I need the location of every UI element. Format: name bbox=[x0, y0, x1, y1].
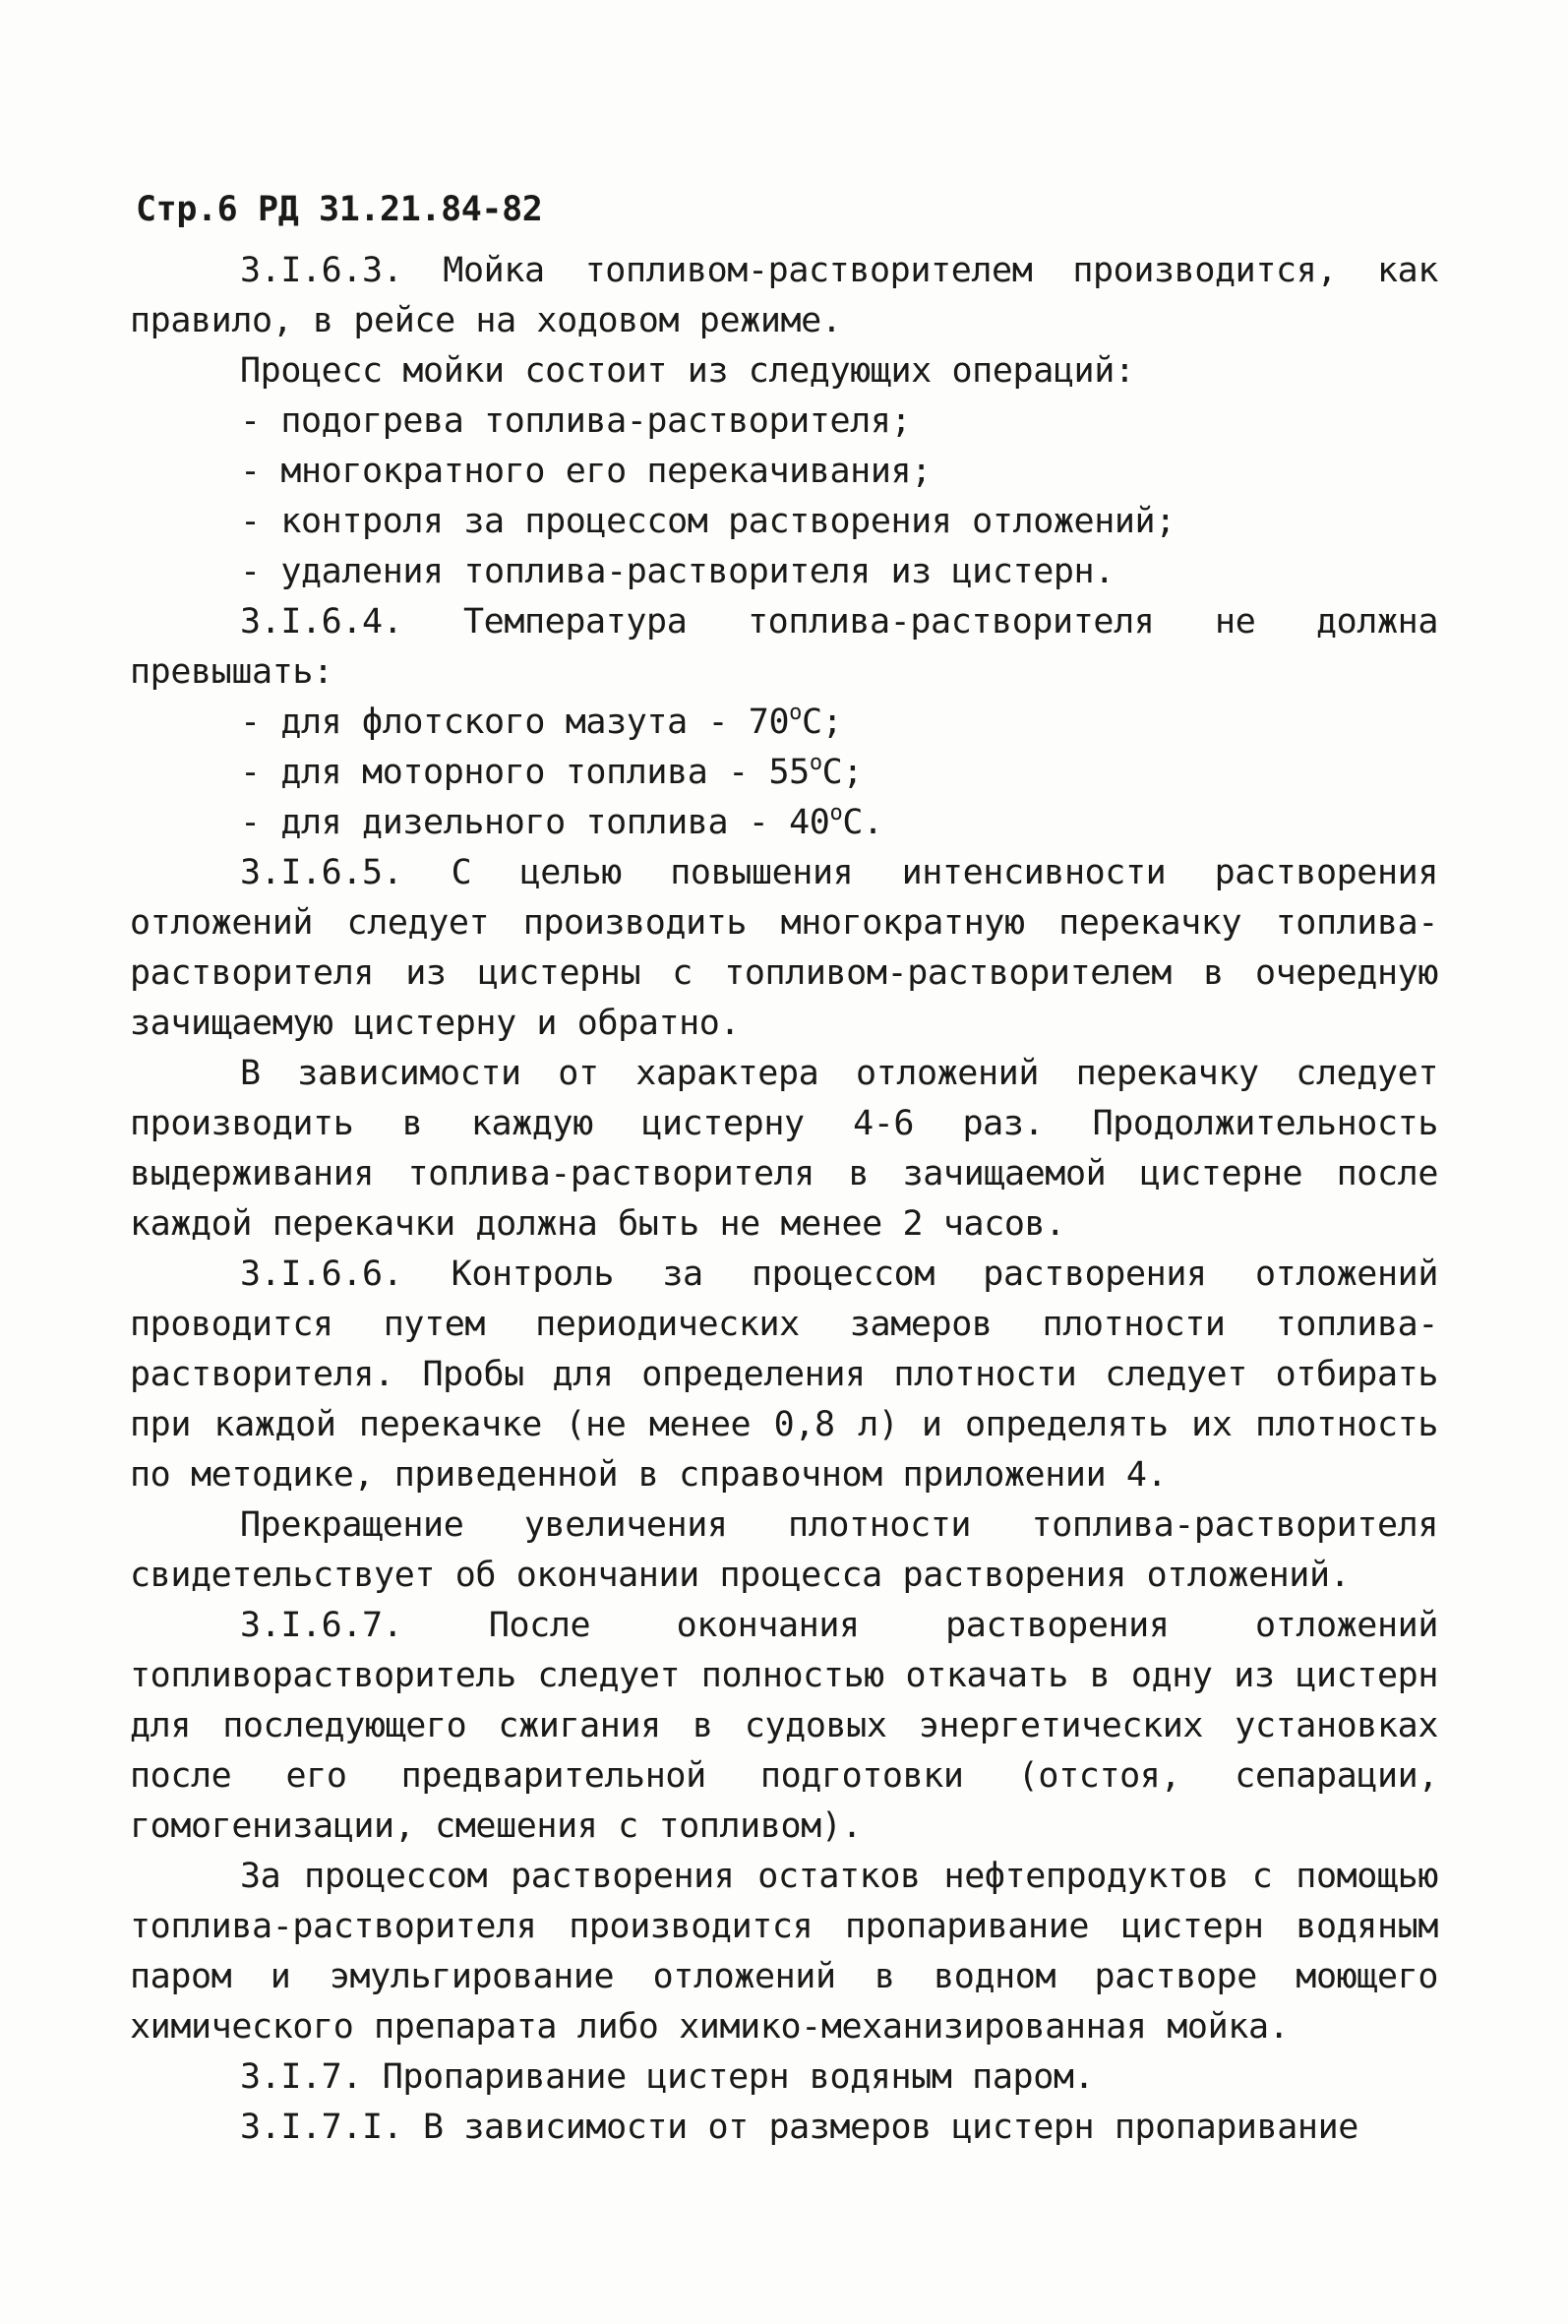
paragraph: 3.I.6.5. С целью повышения интенсивности растворения отложений следует производить многократную перекачку топлива-растворителя из цистерны с топливом-растворителем в очередную зачищаемую цистерну и обратно. bbox=[130, 853, 1438, 1043]
paragraph: 3.I.6.4. Температура топлива-растворителя не должна превышать: bbox=[130, 602, 1438, 692]
list-item bbox=[130, 798, 1438, 848]
paragraph: Процесс мойки состоит из следующих операций: bbox=[240, 351, 1135, 391]
degree-sign: о bbox=[829, 801, 843, 826]
paragraph: 3.I.7.I. В зависимости от размеров цистерн пропаривание bbox=[240, 2108, 1358, 2147]
list-item-text: - для моторного топлива - 55 bbox=[240, 753, 810, 792]
list-item-unit: С; bbox=[802, 703, 843, 742]
paragraph: За процессом растворения остатков нефтепродуктов с помощью топлива-растворителя производится пропаривание цистерн водяным паром и эмульгирование отложений в водном растворе моющего химического препарата либо химико-механизированная мойка. bbox=[130, 1857, 1438, 2047]
paragraph: Прекращение увеличения плотности топлива-растворителя свидетельствует об окончании процесса растворения отложений. bbox=[130, 1505, 1438, 1595]
list-item-text: - для дизельного топлива - 40 bbox=[240, 803, 830, 842]
list-item-unit: С; bbox=[821, 753, 864, 792]
list-item bbox=[130, 698, 1438, 748]
paragraph: 3.I.7. Пропаривание цистерн водяным паром. bbox=[240, 2057, 1095, 2097]
paragraph: 3.I.6.3. Мойка топливом-растворителем производится, как правило, в рейсе на ходовом режиме. bbox=[130, 251, 1438, 340]
paragraph: 3.I.6.6. Контроль за процессом растворения отложений проводится путем периодических замеров плотности топлива-растворителя. Пробы для определения плотности следует отбирать при каждой перекачке (не менее 0,8 л) и определять их плотность по методике, приведенной в справочном приложении 4. bbox=[130, 1254, 1438, 1495]
degree-sign: о bbox=[789, 701, 802, 725]
paragraph: В зависимости от характера отложений перекачку следует производить в каждую цистерну 4-6 раз. Продолжительность выдерживания топлива-растворителя в зачищаемой цистерне после каждой перекачки должна быть не менее 2 часов. bbox=[130, 1054, 1438, 1244]
list-item-text: - для флотского мазута - 70 bbox=[240, 703, 790, 742]
list-item: - удаления топлива-растворителя из цистерн. bbox=[240, 552, 1115, 591]
paragraph: 3.I.6.7. После окончания растворения отложений топливорастворитель следует полностью откачать в одну из цистерн для последующего сжигания в судовых энергетических установках после его предварительной подготовки (отстоя, сепарации, гомогенизации, смешения с топливом). bbox=[130, 1606, 1438, 1846]
list-item: - контроля за процессом растворения отложений; bbox=[240, 502, 1176, 541]
document-body bbox=[130, 246, 1438, 2153]
page-header: Стр.6 РД 31.21.84-82 bbox=[136, 190, 543, 229]
list-item: - многократного его перекачивания; bbox=[240, 452, 932, 491]
degree-sign: о bbox=[809, 751, 822, 775]
list-item: - подогрева топлива-растворителя; bbox=[240, 401, 912, 441]
list-item-unit: С. bbox=[842, 803, 883, 842]
list-item bbox=[130, 748, 1438, 798]
